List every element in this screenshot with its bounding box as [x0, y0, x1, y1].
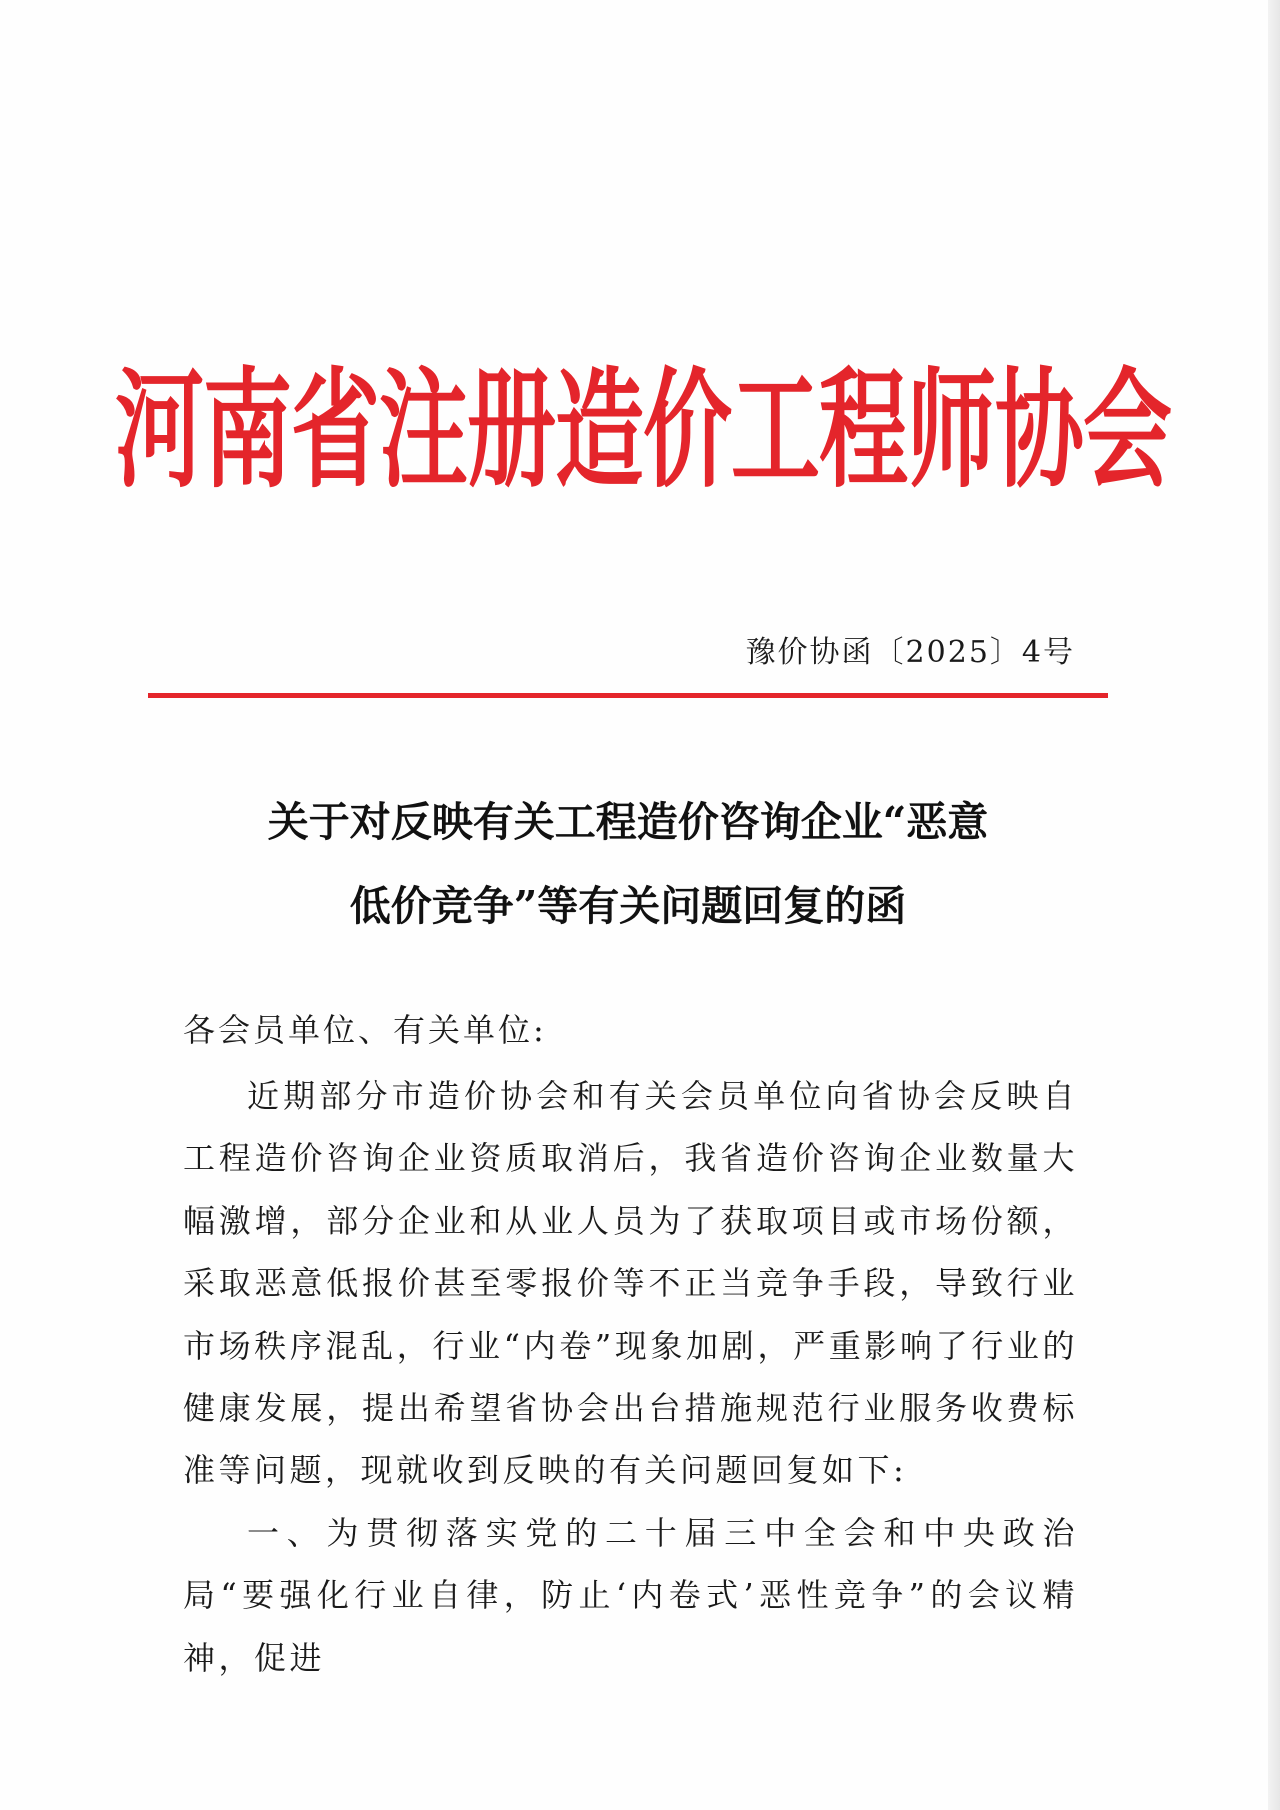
red-separator-line [148, 693, 1108, 698]
document-number: 豫价协函〔2025〕4号 [745, 635, 1075, 670]
scan-edge-shadow [1268, 0, 1280, 1810]
body-text [183, 1065, 1078, 1689]
title-line-1: 关于对反映有关工程造价咨询企业“恶意 [267, 798, 989, 846]
letterhead [115, 340, 1171, 505]
letterhead-org-name: 河南省注册造价工程师协会 [115, 352, 1171, 505]
paragraph-2: 一、为贯彻落实党的二十届三中全会和中央政治局“要强化行业自律，防止‘内卷式’恶性竞争”的会议精神，促进 [183, 1513, 1078, 1677]
salutation: 各会员单位、有关单位: [183, 1011, 547, 1049]
document-title [148, 780, 1108, 948]
title-line-2: 低价竞争”等有关问题回复的函 [349, 882, 907, 930]
paragraph-1: 近期部分市造价协会和有关会员单位向省协会反映自工程造价咨询企业资质取消后，我省造价咨询企业数量大幅激增，部分企业和从业人员为了获取项目或市场份额，采取恶意低报价甚至零报价等不正当竞争手段，导致行业市场秩序混乱，行业“内卷”现象加剧，严重影响了行业的健康发展，提出希望省协会出台措施规范行业服务收费标准等问题，现就收到反映的有关问题回复如下: [183, 1077, 1078, 1490]
